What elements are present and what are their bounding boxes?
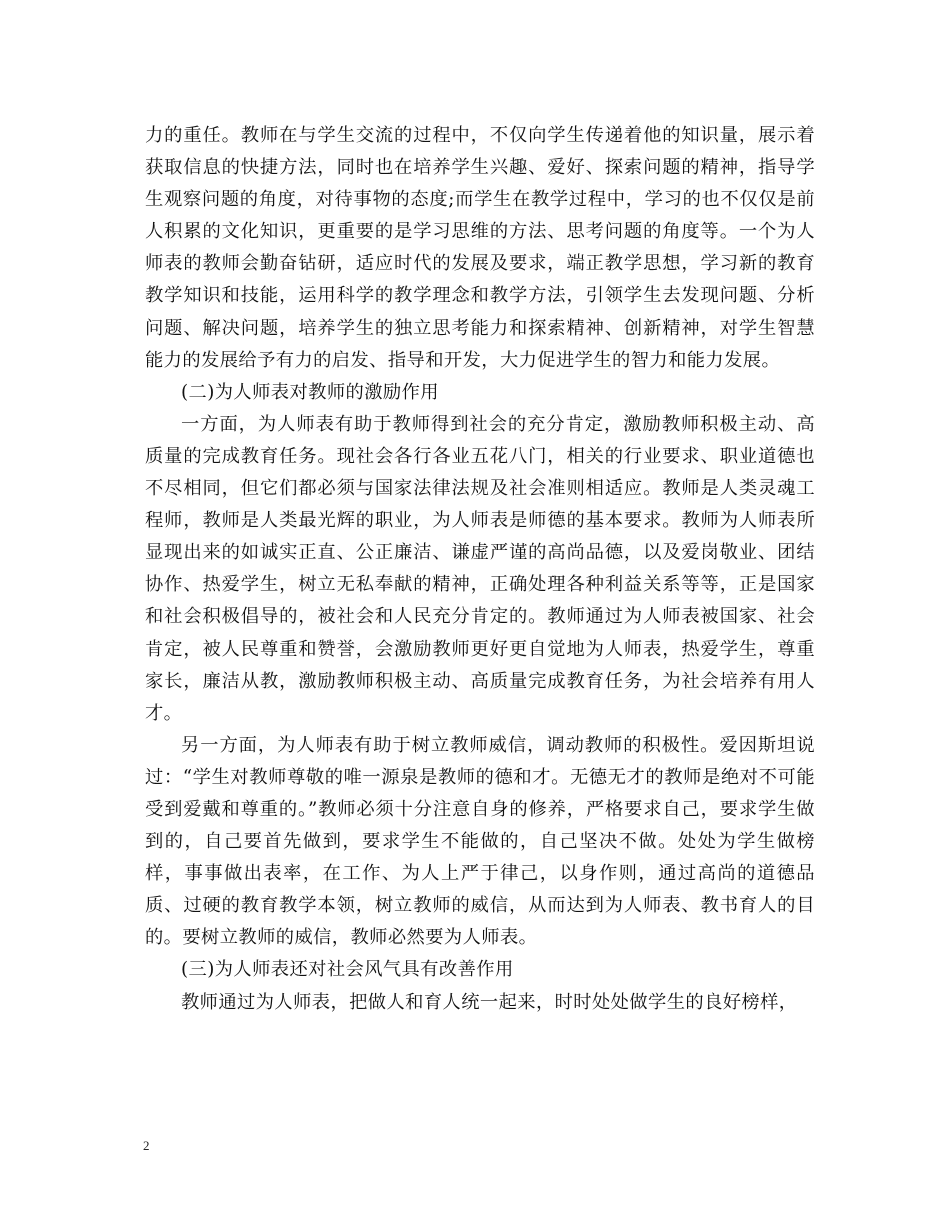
section-heading-3: (三)为人师表还对社会风气具有改善作用 [181, 959, 514, 981]
paragraph-incentive-one: 一方面，为人师表有助于教师得到社会的充分肯定，激励教师积极主动、高质量的完成教育任务。现社会各行各业五花八门，相关的行业要求、职业道德也不尽相同，但它们都必须与国家法律法规及社会准则相适应。教师是人类灵魂工程师，教师是人类最光辉的职业，为人师表是师德的基本要求。教师为人师表所显现出来的如诚实正直、公正廉洁、谦虚严谨的高尚品德，以及爱岗敬业、团结协作、热爱学生，树立无私奉献的精神，正确处理各种利益关系等等，正是国家和社会积极倡导的，被社会和人民充分肯定的。教师通过为人师表被国家、社会肯定，被人民尊重和赞誉，会激励教师更好更自觉地为人师表，热爱学生，尊重家长，廉洁从教，激励教师积极主动、高质量完成教育任务，为社会培养有用人才。 [145, 413, 815, 724]
page-number: 2 [143, 1138, 150, 1153]
paragraph-continuation: 力的重任。教师在与学生交流的过程中，不仅向学生传递着他的知识量，展示着获取信息的快捷方法，同时也在培养学生兴趣、爱好、探索问题的精神，指导学生观察问题的角度，对待事物的态度;而学生在教学过程中，学习的也不仅仅是前人积累的文化知识，更重要的是学习思维的方法、思考问题的角度等。一个为人师表的教师会勤奋钻研，适应时代的发展及要求，端正教学思想，学习新的教育教学知识和技能，运用科学的教学理念和教学方法，引领学生去发现问题、分析问题、解决问题，培养学生的独立思考能力和探索精神、创新精神，对学生智慧能力的发展给予有力的启发、指导和开发，大力促进学生的智力和能力发展。 [145, 125, 815, 371]
paragraph-social-improvement: 教师通过为人师表，把做人和育人统一起来，时时处处做学生的良好榜样， [181, 991, 798, 1013]
section-heading-2: (二)为人师表对教师的激励作用 [181, 381, 439, 403]
document-body [145, 120, 815, 1019]
paragraph-incentive-two: 另一方面，为人师表有助于树立教师威信，调动教师的积极性。爱因斯坦说过：“学生对教师尊敬的唯一源泉是教师的德和才。无德无才的教师是绝对不可能受到爱戴和尊重的。”教师必须十分注意自身的修养，严格要求自己，要求学生做到的，自己要首先做到，要求学生不能做的，自己坚决不做。处处为学生做榜样，事事做出表率，在工作、为人上严于律己，以身作则，通过高尚的道德品质、过硬的教育教学本领，树立教师的威信，从而达到为人师表、教书育人的目的。要树立教师的威信，教师必然要为人师表。 [145, 734, 815, 949]
